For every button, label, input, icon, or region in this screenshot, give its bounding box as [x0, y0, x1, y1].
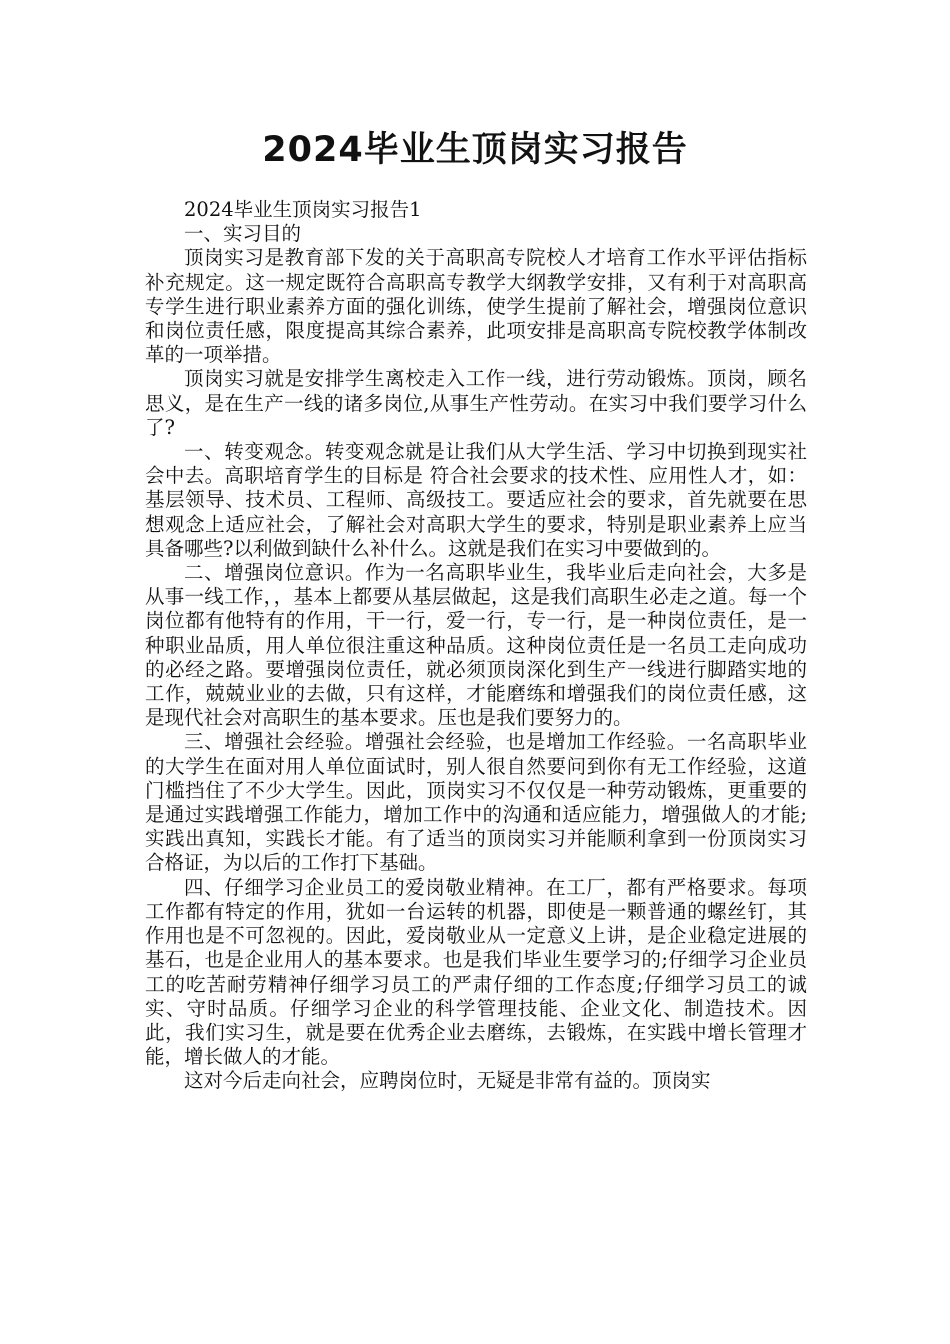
paragraph: 顶岗实习就是安排学生离校走入工作一线，进行劳动锻炼。顶岗，顾名思义，是在生产一线的诸多岗位,从事生产性劳动。在实习中我们要学习什么了?	[145, 367, 807, 439]
paragraph: 二、增强岗位意识。作为一名高职毕业生，我毕业后走向社会，大多是从事一线工作，，基本上都要从基层做起，这是我们高职生必走之道。每一个岗位都有他特有的作用，干一行，爱一行，专一行，是一种岗位责任，是一种职业品质，用人单位很注重这种品质。这种岗位责任是一名员工走向成功的必经之路。要增强岗位责任，就必须顶岗深化到生产一线进行脚踏实地的工作，兢兢业业的去做，只有这样，才能磨练和增强我们的岗位责任感，这是现代社会对高职生的基本要求。压也是我们要努力的。	[145, 561, 807, 730]
section-heading-purpose: 一、实习目的	[184, 222, 302, 246]
paragraph: 一、转变观念。转变观念就是让我们从大学生活、学习中切换到现实社会中去。高职培育学生的目标是 符合社会要求的技术性、应用性人才，如：基层领导、技术员、工程师、高级技工。要适应社会的要求，首先就要在思想观念上适应社会，了解社会对高职大学生的要求，特别是职业素养上应当具备哪些?以利做到缺什么补什么。这就是我们在实习中要做到的。	[145, 440, 807, 560]
report-subtitle: 2024毕业生顶岗实习报告1	[184, 198, 422, 221]
paragraph: 顶岗实习是教育部下发的关于高职高专院校人才培育工作水平评估指标补充规定。这一规定既符合高职高专教学大纲教学安排，又有利于对高职高专学生进行职业素养方面的强化训练，使学生提前了解社会，增强岗位意识和岗位责任感，限度提高其综合素养，此项安排是高职高专院校教学体制改革的一项举措。	[145, 246, 807, 367]
paragraph: 四、仔细学习企业员工的爱岗敬业精神。在工厂，都有严格要求。每项工作都有特定的作用，犹如一台运转的机器，即使是一颗普通的螺丝钉，其作用也是不可忽视的。因此，爱岗敬业从一定意义上讲，是企业稳定进展的基石，也是企业用人的基本要求。也是我们毕业生要学习的;仔细学习企业员工的吃苦耐劳精神仔细学习员工的严肃仔细的工作态度;仔细学习员工的诚实、守时品质。仔细学习企业的科学管理技能、企业文化、制造技术。因此，我们实习生，就是要在优秀企业去磨练，去锻炼，在实践中增长管理才能，增长做人的才能。	[145, 875, 807, 1069]
paragraph: 这对今后走向社会，应聘岗位时，无疑是非常有益的。顶岗实	[184, 1069, 711, 1093]
document-title: 2024毕业生顶岗实习报告	[262, 130, 688, 170]
document-body	[145, 198, 807, 1094]
paragraph: 三、增强社会经验。增强社会经验，也是增加工作经验。一名高职毕业的大学生在面对用人单位面试时，别人很自然要问到你有无工作经验，这道门槛挡住了不少大学生。因此，顶岗实习不仅仅是一种劳动锻炼，更重要的是通过实践增强工作能力，增加工作中的沟通和适应能力，增强做人的才能;实践出真知，实践长才能。有了适当的顶岗实习并能顺利拿到一份顶岗实习合格证，为以后的工作打下基础。	[145, 730, 807, 875]
